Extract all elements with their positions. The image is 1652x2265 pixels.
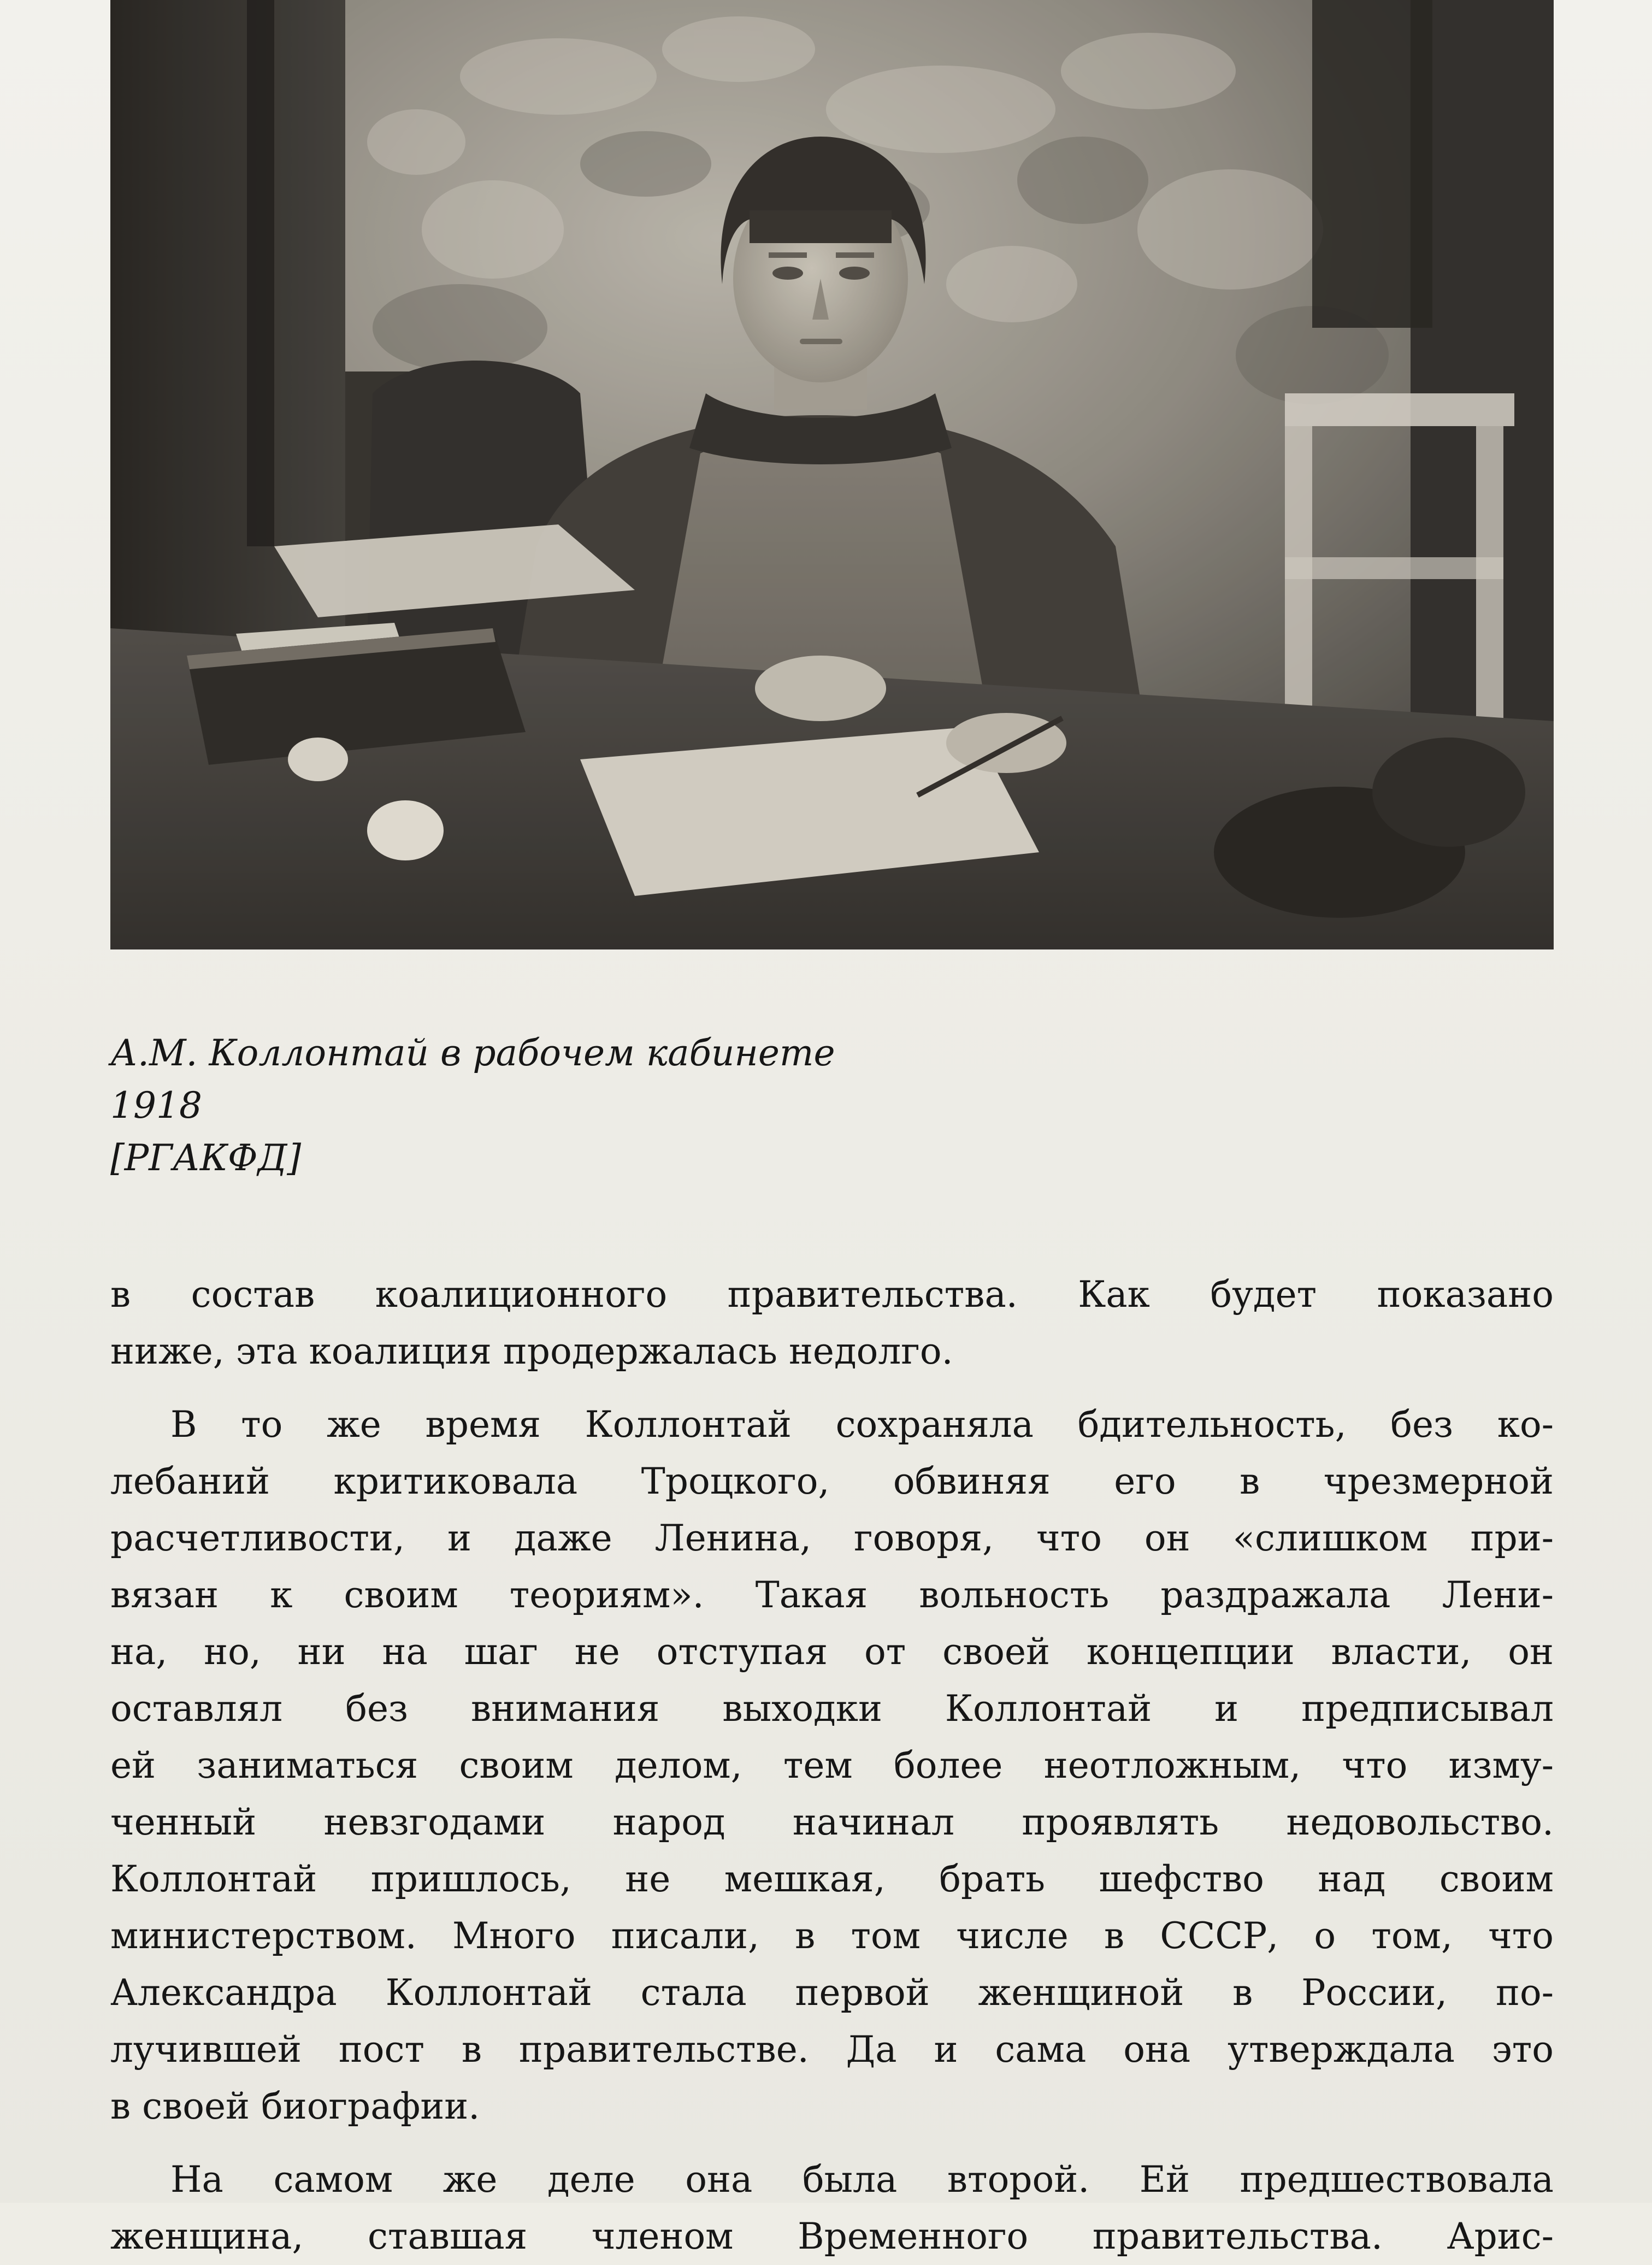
text-line: ей заниматься своим делом, тем более неотложным, что изму-: [110, 1744, 1554, 1786]
text-line: Александра Коллонтай стала первой женщиной в России, по-: [110, 1972, 1554, 2014]
text-line: лучившей пост в правительстве. Да и сама она утверждала это: [110, 2028, 1554, 2071]
text-line: вязан к своим теориям». Такая вольность раздражала Лени-: [110, 1574, 1554, 1616]
text-line: оставлял без внимания выходки Коллонтай и предписывал: [110, 1688, 1554, 1730]
paragraph-3: [110, 2151, 1554, 2265]
caption-source: [РГАКФД]: [110, 1137, 302, 1179]
text-line: женщина, ставшая членом Временного правительства. Арис-: [110, 2215, 1554, 2257]
text-line: министерством. Много писали, в том числе в СССР, о том, что: [110, 1915, 1554, 1957]
text-line: В то же время Коллонтай сохраняла бдительность, без ко-: [170, 1403, 1554, 1446]
photo-caption: [110, 1027, 1312, 1184]
text-line: ченный невзгодами народ начинал проявлять недовольство.: [110, 1801, 1554, 1843]
text-line: Коллонтай пришлось, не мешкая, брать шефство над своим: [110, 1858, 1554, 1900]
text-line: расчетливости, и даже Ленина, говоря, что он «слишком при-: [110, 1517, 1554, 1559]
text-line: на, но, ни на шаг не отступая от своей концепции власти, он: [110, 1631, 1554, 1673]
portrait-photo: [110, 0, 1554, 949]
text-line: в состав коалиционного правительства. Как будет показано: [110, 1273, 1554, 1316]
paragraph-2: [110, 1396, 1554, 2135]
body-text: [110, 1266, 1554, 2265]
portrait-photo-icon: [110, 0, 1554, 949]
caption-year: 1918: [110, 1084, 202, 1126]
paragraph-1: [110, 1266, 1554, 1380]
text-line: ниже, эта коалиция продержалась недолго.: [110, 1330, 953, 1372]
caption-title: А.М. Коллонтай в рабочем кабинете: [110, 1032, 835, 1074]
text-line: лебаний критиковала Троцкого, обвиняя его в чрезмерной: [110, 1460, 1554, 1502]
text-line: На самом же деле она была второй. Ей предшествовала: [170, 2158, 1554, 2201]
text-line: в своей биографии.: [110, 2085, 480, 2127]
